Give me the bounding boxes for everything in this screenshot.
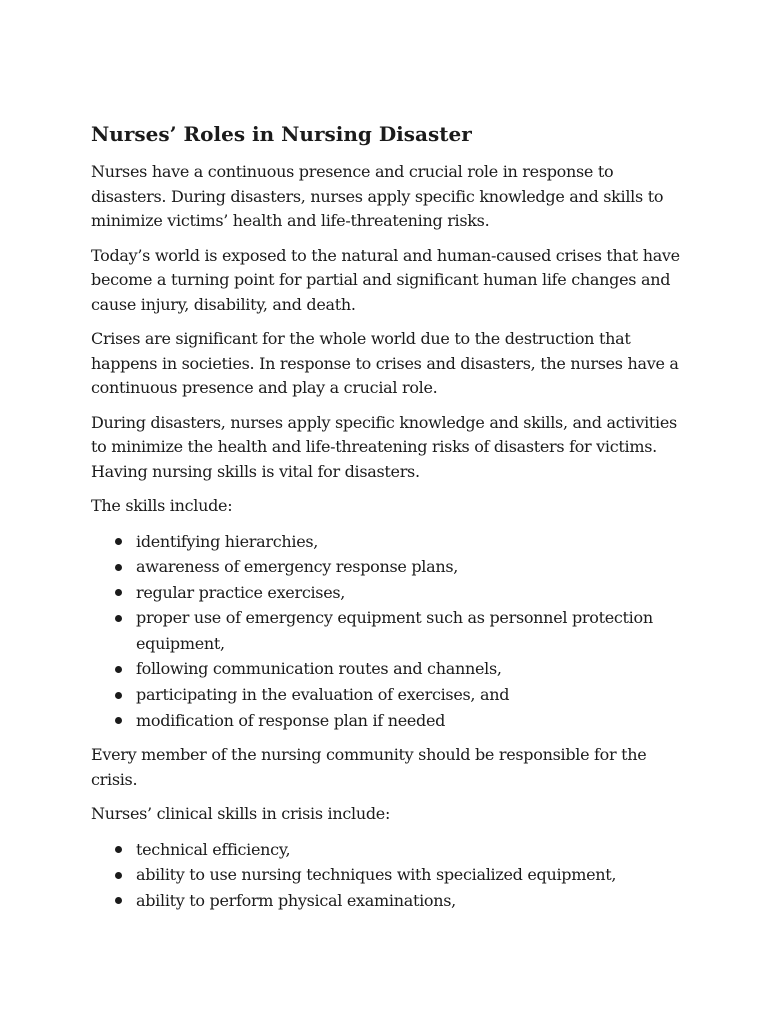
- list-item: participating in the evaluation of exercises, and: [91, 682, 691, 708]
- paragraph-skills-intro: The skills include:: [91, 496, 233, 515]
- bullet-icon: [115, 538, 122, 545]
- list-item: modification of response plan if needed: [91, 708, 691, 734]
- list-item: ability to perform physical examinations,: [91, 888, 691, 914]
- bullet-icon: [115, 564, 122, 571]
- paragraph-during: During disasters, nurses apply specific knowledge and skills, and activities to minimize the health and life-threatening risks of disasters for victims. Having nursing skills is vital for disasters.: [91, 412, 677, 481]
- list-item: identifying hierarchies,: [91, 529, 691, 555]
- bullet-icon: [115, 615, 122, 622]
- paragraph-world: Today’s world is exposed to the natural and human-caused crises that have become a turning point for partial and significant human life changes and cause injury, disability, and death.: [91, 245, 680, 314]
- skills-list: [91, 529, 691, 734]
- paragraph-crises: Crises are significant for the whole world due to the destruction that happens in societies. In response to crises and disasters, the nurses have a continuous presence and play a crucial role.: [91, 329, 679, 397]
- paragraph-intro: Nurses have a continuous presence and crucial role in response to disasters. During disasters, nurses apply specific knowledge and skills to minimize victims’ health and life-threatening risks.: [91, 162, 664, 230]
- list-item: following communication routes and channels,: [91, 656, 691, 682]
- bullet-icon: [115, 666, 122, 673]
- bullet-icon: [115, 717, 122, 724]
- bullet-icon: [115, 589, 122, 596]
- paragraph-clinical-intro: Nurses’ clinical skills in crisis include:: [91, 804, 391, 824]
- clinical-skills-list: [91, 837, 691, 914]
- bullet-icon: [115, 872, 122, 879]
- paragraph-responsibility: Every member of the nursing community should be responsible for the crisis.: [91, 745, 647, 789]
- list-item: awareness of emergency response plans,: [91, 554, 691, 580]
- list-item: technical efficiency,: [91, 837, 691, 863]
- bullet-icon: [115, 692, 122, 699]
- list-item: regular practice exercises,: [91, 580, 691, 606]
- document-page: [91, 120, 691, 924]
- list-item: proper use of emergency equipment such as personnel protection equipment,: [91, 605, 691, 656]
- document-title: Nurses’ Roles in Nursing Disaster: [91, 122, 472, 146]
- bullet-icon: [115, 897, 122, 904]
- bullet-icon: [115, 846, 122, 853]
- list-item: ability to use nursing techniques with specialized equipment,: [91, 862, 691, 888]
